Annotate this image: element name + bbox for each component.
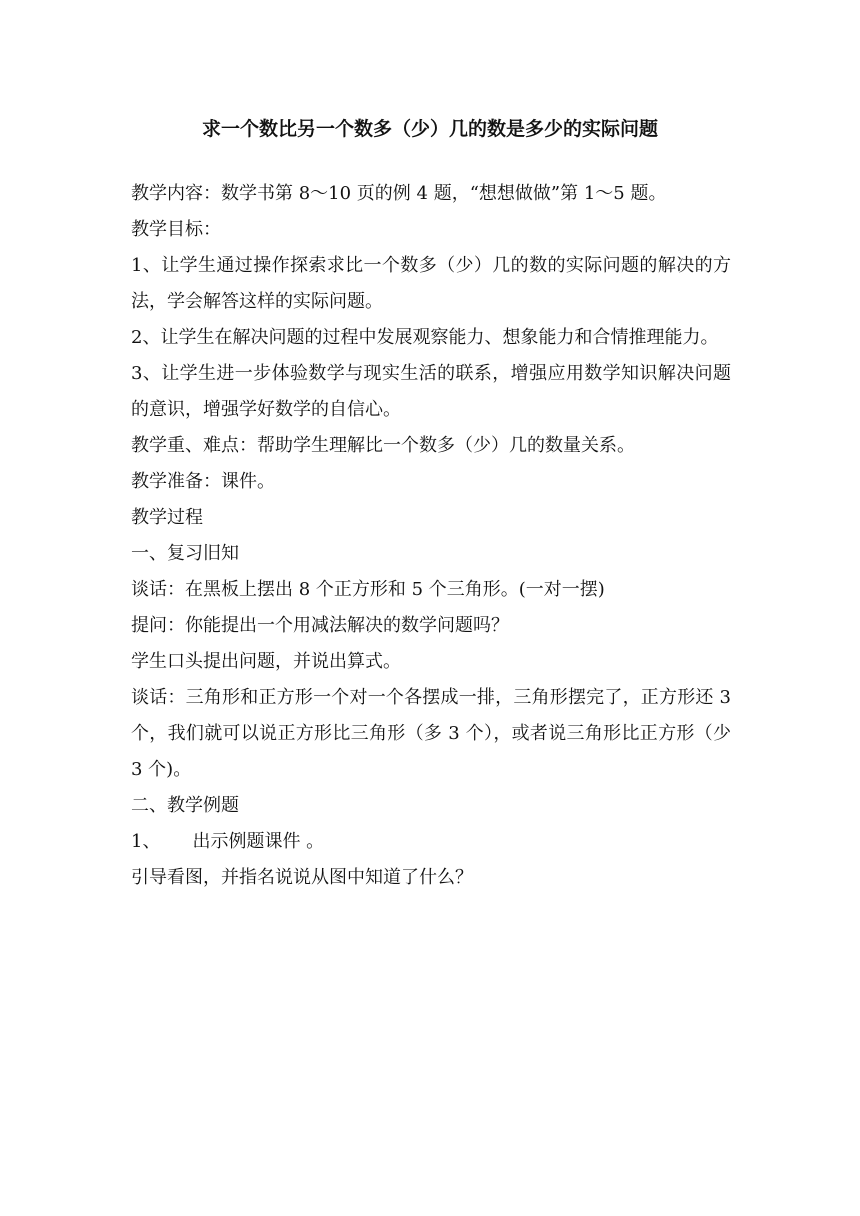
paragraph-process-heading: 教学过程 [131,507,203,528]
step-number: 1、 [131,831,161,852]
paragraph-key-points: 教学重、难点：帮助学生理解比一个数多（少）几的数量关系。 [131,435,635,456]
paragraph-preparation: 教学准备：课件。 [131,471,275,492]
paragraph-question: 提问：你能提出一个用减法解决的数学问题吗？ [131,615,509,636]
paragraph-teaching-goals-heading: 教学目标： [131,219,221,240]
paragraph-teaching-content: 教学内容：数学书第 8～10 页的例 4 题，“想想做做”第 1～5 题。 [131,183,667,204]
paragraph-talk-2: 谈话：三角形和正方形一个对一个各摆成一排，三角形摆完了，正方形还 3 个，我们就可以说正方形比三角形（多 3 个），或者说三角形比正方形（少 3 个)。 [131,687,731,780]
paragraph-goal-2: 2、让学生在解决问题的过程中发展观察能力、想象能力和合情推理能力。 [131,327,719,348]
paragraph-section-examples: 二、教学例题 [131,795,239,816]
document-title: 求一个数比另一个数多（少）几的数是多少的实际问题 [201,118,658,140]
paragraph-guide: 引导看图，并指名说说从图中知道了什么？ [131,867,473,888]
paragraph-talk-1: 谈话：在黑板上摆出 8 个正方形和 5 个三角形。(一对一摆) [131,579,605,600]
document-body [131,176,731,896]
paragraph-goal-3: 3、让学生进一步体验数学与现实生活的联系，增强应用数学知识解决问题的意识，增强学好数学的自信心。 [131,363,731,420]
paragraph-step-1 [131,824,731,860]
paragraph-student-answer: 学生口头提出问题，并说出算式。 [131,651,401,672]
paragraph-goal-1: 1、让学生通过操作探索求比一个数多（少）几的数的实际问题的解决的方法，学会解答这样的实际问题。 [131,255,731,312]
step-text: 出示例题课件 。 [192,831,325,852]
paragraph-section-review: 一、复习旧知 [131,543,239,564]
